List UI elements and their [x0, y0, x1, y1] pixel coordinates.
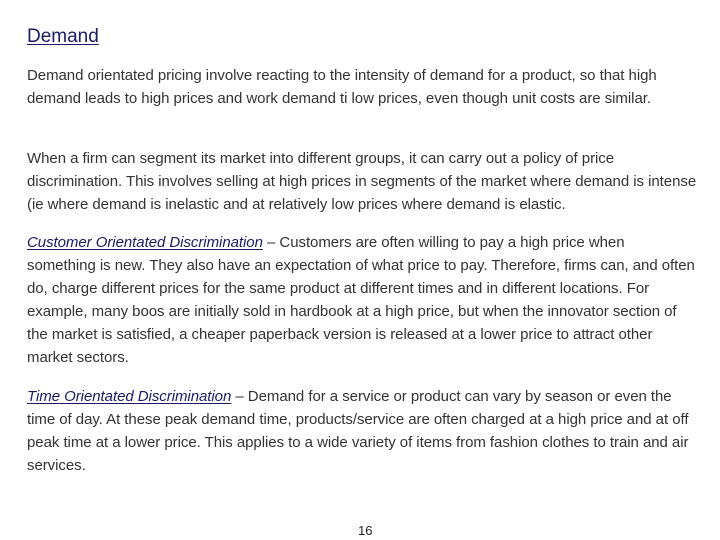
- paragraph-text: – Customers are often willing to pay a high price when something is new. They also have an expectation of what price to pay. Therefore, firms can, and often do, charge different prices for the same product at different times and in different locations. For example, many boos are initially sold in hardbook at a high price, but when the innovator section of the market is satisfied, a cheaper paperback version is released at a lower price to attract other market sectors.: [27, 234, 695, 366]
- paragraph-demand-orientated-pricing: [27, 64, 697, 110]
- paragraph-price-discrimination: [27, 147, 697, 216]
- page-number: 16: [358, 523, 373, 538]
- section-heading-time-orientated: Time Orientated Discrimination: [27, 388, 232, 405]
- paragraph-text: – Demand for a service or product can vary by season or even the time of day. At these peak demand time, products/service are often charged at a high price and at off peak time at a lower price. This applies to a wide variety of items from fashion clothes to train and air services.: [27, 388, 689, 474]
- paragraph-text: Demand orientated pricing involve reacting to the intensity of demand for a product, so that high demand leads to high prices and work demand ti low prices, even though unit costs are similar.: [27, 67, 657, 107]
- page-title: Demand: [27, 26, 99, 47]
- section-heading-customer-orientated: Customer Orientated Discrimination: [27, 234, 263, 251]
- paragraph-text: When a firm can segment its market into different groups, it can carry out a policy of price discrimination. This involves selling at high prices in segments of the market where demand is intense (ie where demand is inelastic and at relatively low prices where demand is elastic.: [27, 150, 697, 213]
- paragraph-customer-orientated-discrimination: [27, 231, 697, 369]
- paragraph-time-orientated-discrimination: [27, 385, 697, 477]
